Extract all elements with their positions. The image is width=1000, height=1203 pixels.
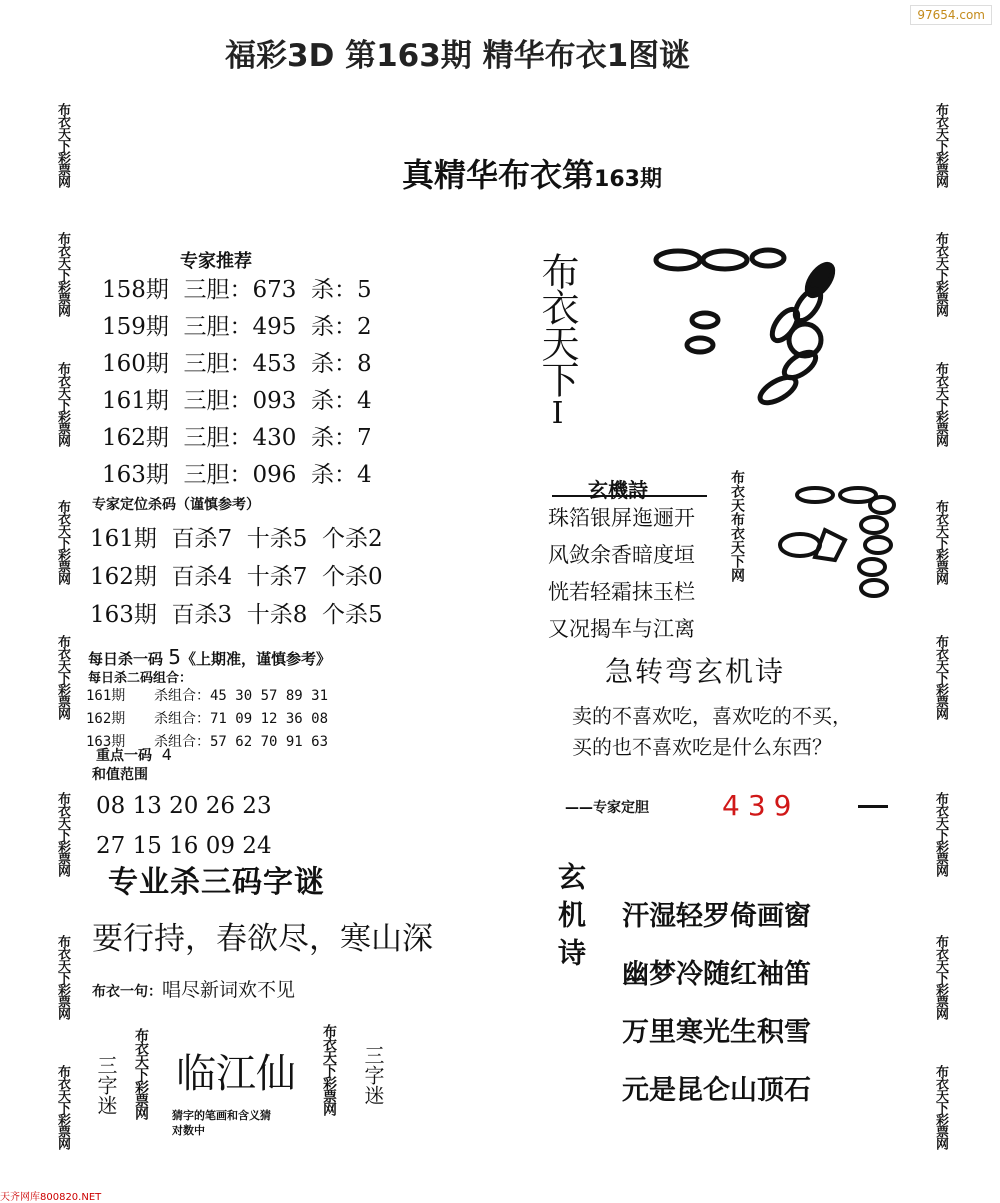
site-watermark[interactable]: 97654.com bbox=[910, 5, 992, 25]
chain-illustration-icon bbox=[650, 240, 850, 420]
side-label-left: 布衣天下彩票网 bbox=[55, 103, 70, 187]
side-label-right: 布衣天下彩票网 bbox=[933, 500, 948, 584]
expert-rec-row: 162期 三胆：430 杀：7 bbox=[102, 425, 372, 451]
buyi-tianxia: 布衣天下I bbox=[535, 252, 579, 429]
expert-rec-list bbox=[102, 272, 372, 494]
xuanji-divider bbox=[552, 495, 707, 497]
xuanjishi-vertical: 玄机诗 bbox=[554, 862, 587, 976]
final-poem bbox=[622, 888, 811, 1120]
buyi-sentence: 布衣一句：唱尽新词欢不见 bbox=[92, 979, 296, 1001]
position-kill-heading: 专家定位杀码（谨慎参考） bbox=[92, 497, 260, 513]
sanzimi-right: 三字迷 bbox=[361, 1045, 385, 1105]
turn-question: 卖的不喜欢吃，喜欢吃的不买， 买的也不喜欢吃是什么东西？ bbox=[572, 704, 852, 759]
linjiangxian-title: 临江仙 bbox=[176, 1051, 296, 1097]
sum-values-row: 27 15 16 09 24 bbox=[96, 833, 272, 859]
linjiang-note: 猜字的笔画和含义猜 对数中 bbox=[172, 1109, 271, 1137]
daily-kill-row: 163期 杀组合：57 62 70 91 63 bbox=[86, 734, 329, 750]
side-label-left: 布衣天下彩票网 bbox=[55, 500, 70, 584]
riddle-line: 要行持，春欲尽，寒山深 bbox=[92, 921, 433, 957]
position-kill-row: 161期 百杀7 十杀5 个杀2 bbox=[90, 526, 383, 552]
final-poem-line: 万里寒光生积雪 bbox=[622, 1017, 811, 1048]
expert-rec-row: 163期 三胆：096 杀：4 bbox=[102, 462, 372, 488]
expert-dan-value: 439 bbox=[722, 789, 800, 822]
side-label-right: 布衣天下彩票网 bbox=[933, 792, 948, 876]
position-kill-row: 163期 百杀3 十杀8 个杀5 bbox=[90, 602, 383, 628]
side-label-right: 布衣天下彩票网 bbox=[933, 103, 948, 187]
expert-rec-heading: 专家推荐 bbox=[180, 251, 252, 272]
xuanji-heading: 玄機詩 bbox=[588, 478, 648, 502]
side-label-left: 布衣天下彩票网 bbox=[55, 232, 70, 316]
xuanji-line: 珠箔银屏迤逦开 bbox=[548, 506, 695, 530]
footer-link[interactable]: 天齐网库800820.NET bbox=[0, 1192, 102, 1203]
xuanji-line: 风敛余香暗度垣 bbox=[548, 543, 695, 567]
position-kill-row: 162期 百杀4 十杀7 个杀0 bbox=[90, 564, 383, 590]
side-label-left: 布衣天下彩票网 bbox=[55, 635, 70, 719]
sum-values bbox=[96, 786, 272, 866]
daily-kill-list bbox=[86, 684, 328, 753]
sanzimi-left: 三字迷 bbox=[94, 1055, 118, 1115]
side-label-right: 布衣天下彩票网 bbox=[933, 232, 948, 316]
expert-rec-row: 161期 三胆：093 杀：4 bbox=[102, 388, 372, 414]
riddle-heading: 专业杀三码字谜 bbox=[108, 865, 325, 900]
position-kill-list bbox=[90, 520, 383, 634]
xuanji-line: 恍若轻霜抹玉栏 bbox=[548, 580, 695, 604]
key-number: 重点一码 4 bbox=[96, 745, 172, 764]
daily-kill-row: 162期 杀组合：71 09 12 36 08 bbox=[86, 711, 329, 727]
side-label-left: 布衣天下彩票网 bbox=[55, 792, 70, 876]
xuanji-poem bbox=[548, 500, 695, 648]
daily-kill-subheading: 每日杀二码组合： bbox=[88, 671, 193, 686]
sum-values-row: 08 13 20 26 23 bbox=[96, 793, 272, 819]
expert-dan-label: ——专家定胆 bbox=[565, 800, 649, 816]
daily-kill-heading: 每日杀一码 5《上期准，谨慎参考》 bbox=[88, 645, 331, 669]
poster-title: 真精华布衣第163期 bbox=[402, 156, 662, 194]
final-poem-line: 幽梦冷随红袖笛 bbox=[622, 959, 811, 990]
side-label-right: 布衣天下彩票网 bbox=[933, 362, 948, 446]
sum-range-label: 和值范围 bbox=[92, 767, 148, 783]
side-label-right: 布衣天下彩票网 bbox=[933, 935, 948, 1019]
page-title: 福彩3D 第163期 精华布衣1图谜 bbox=[225, 38, 691, 74]
turn-heading: 急转弯玄机诗 bbox=[605, 655, 786, 688]
side-label-inner: 布衣天下彩票网 bbox=[321, 1024, 337, 1115]
chain-illustration-icon bbox=[770, 485, 905, 605]
side-label-right: 布衣天下彩票网 bbox=[933, 1065, 948, 1149]
final-poem-line: 元是昆仑山顶石 bbox=[622, 1075, 811, 1106]
expert-dan-dash bbox=[858, 805, 888, 808]
expert-rec-row: 159期 三胆：495 杀：2 bbox=[102, 314, 372, 340]
side-label-inner: 布衣天下彩票网 bbox=[133, 1028, 149, 1119]
expert-rec-row: 158期 三胆：673 杀：5 bbox=[102, 277, 372, 303]
side-label-right: 布衣天下彩票网 bbox=[933, 635, 948, 719]
side-label-left: 布衣天下彩票网 bbox=[55, 935, 70, 1019]
expert-rec-row: 160期 三胆：453 杀：8 bbox=[102, 351, 372, 377]
daily-kill-row: 161期 杀组合：45 30 57 89 31 bbox=[86, 688, 329, 704]
small-vertical-label: 布衣天布衣天下网 bbox=[729, 470, 745, 582]
side-label-left: 布衣天下彩票网 bbox=[55, 1065, 70, 1149]
final-poem-line: 汗湿轻罗倚画窗 bbox=[622, 901, 811, 932]
side-label-left: 布衣天下彩票网 bbox=[55, 362, 70, 446]
xuanji-line: 又况揭车与江离 bbox=[548, 617, 695, 641]
